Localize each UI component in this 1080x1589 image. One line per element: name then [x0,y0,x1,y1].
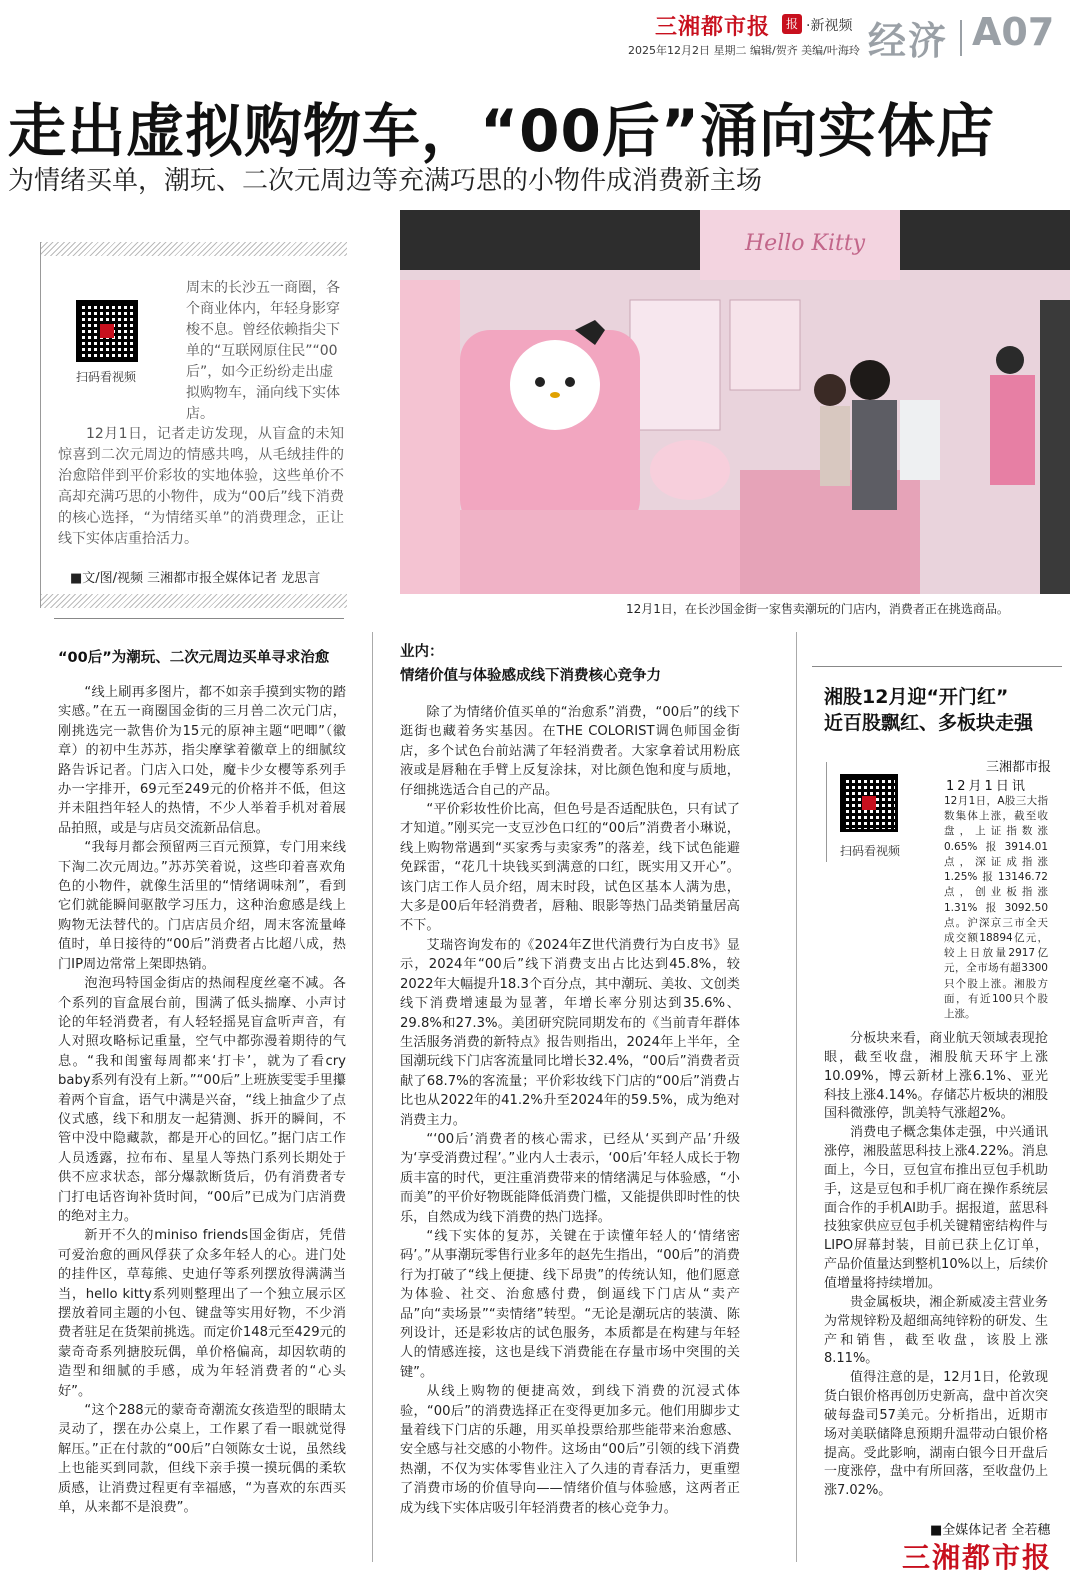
sidebar-headline-line1: 湘股12月迎“开门红” [824,686,1009,708]
masthead-partner: ·新视频 [806,18,853,34]
qr-logo-icon [100,324,114,338]
hello-kitty-sign: Hello Kitty [745,231,866,256]
paragraph: “这个288元的蒙奇奇潮流女孩造型的眼睛太灵动了，摆在办公桌上，工作累了看一眼就觉得解压。”正在付款的“00后”白领陈女士说，虽然线上也能买到同款，但线下亲手摸一摸玩偶的柔软质感，让消费过程更有幸福感，“为喜欢的东西买单，从来都不是浪费”。 [58,1403,346,1516]
photo-illustration [400,210,1070,594]
store-photo [400,210,1070,594]
divider [812,666,1062,667]
sidebar-lead-wrap [944,794,1048,1022]
footer-logo: 三湘都市报 [902,1541,1053,1574]
paragraph: 值得注意的是，12月1日，伦敦现货白银价格再创历史新高，盘中首次突破每盎司57美元。分析指出，近期市场对美联储降息预期升温带动白银价格提高。受此影响，湖南白银今日开盘后一度涨停，盘中有所回落，至收盘仍上涨7.02%。 [824,1370,1048,1499]
column-divider [796,632,797,1562]
qr-logo-icon [862,796,876,810]
section-title: 经济 [868,19,949,63]
subheadline: 为情绪买单，潮玩、二次元周边等充满巧思的小物件成消费新主场 [8,166,763,196]
paragraph: 泡泡玛特国金街店的热闹程度丝毫不减。各个系列的盲盒展台前，围满了低头揣摩、小声讨论的年轻消费者，有人轻轻摇晃盲盒听声音，有人对照攻略标记重量，空气中都弥漫着期待的气息。“我和闺蜜每周都来‘打卡’，就为了看cry baby系列有没有上新。”“00后”上班族雯雯手里攥着两个盲盒，语气中满是兴奋，“线上抽盒少了点仪式感，线下和朋友一起猜测、拆开的瞬间，不管中没中隐藏款，都是开心的回忆。”据门店工作人员透露，拉布布、星星人等热门系列长期处于供不应求状态，部分爆款断货后，仍有消费者专门打电话咨询补货时间，“00后”已成为门店消费的绝对主力。 [58,976,346,1224]
section-divider [960,20,962,56]
paragraph: “线上刷再多图片，都不如亲手摸到实物的踏实感。”在五一商圈国金街的三月兽二次元门店，刚挑选完一款售价为15元的原神主题“吧唧”（徽章）的初中生苏苏，指尖摩挲着徽章上的细腻纹路告诉记者。门店入口处，魔卡少女樱等系列手办一字排开，69元至249元的价格并不低，但这并未阻挡年轻人的热情，不少人举着手机对着展品拍照，或是与店员交流新品信息。 [58,685,346,836]
col2-heading: 情绪价值与体验感成线下消费核心竞争力 [400,668,661,684]
intro-body: 12月1日，记者走访发现，从盲盒的未知惊喜到二次元周边的情感共鸣，从毛绒挂件的治愈陪伴到平价彩妆的实地体验，这些单价不高却充满巧思的小物件，成为“00后”线下消费的核心选择，“为情绪买单”的消费理念，正让线下实体店重拾活力。 [58,426,344,547]
paragraph: “线下实体的复苏，关键在于读懂年轻人的‘情绪密码’。”从事潮玩零售行业多年的赵先生指出，“00后”的消费行为打破了“线上便捷、线下昂贵”的传统认知，他们愿意为体验、社交、治愈感付费，倒逼线下门店从“卖产品”向“卖场景”“卖情绪”转型。“无论是潮玩店的装潢、陈列设计，还是彩妆店的试色服务，本质都是在构建与年轻人的情感连接，这也是线下消费能在存量市场中突围的关键”。 [400,1228,740,1380]
headline: 走出虚拟购物车，“00后”涌向实体店 [8,97,995,165]
newspaper-icon: 报 [782,14,802,34]
paragraph: 艾瑞咨询发布的《2024年Z世代消费行为白皮书》显示，2024年“00后”线下消费支出占比达到45.8%，较2022年大幅提升18.3个百分点，其中潮玩、美妆、文创类线下消费增速最为显著，年增长率分别达到35.6%、29.8%和27.3%。美团研究院同期发布的《当前青年群体生活服务消费的新特点》报告则指出，2024年上半年，全国潮玩线下门店客流量同比增长32.4%，“00后”消费者贡献了68.7%的客流量；平价彩妆线下门店的“00后”消费占比也从2022年的41.2%升至2024年的59.5%，成为绝对消费主力。 [400,937,740,1128]
sidebar-byline: ■全媒体记者 全若穗 [930,1523,1051,1538]
column-divider [372,632,373,1562]
paragraph: 新开不久的miniso friends国金街店，凭借可爱治愈的画风俘获了众多年轻人的心。进门处的挂件区，草莓熊、史迪仔等系列摆放得满满当当，hello kitty系列则整理出了一个独立展示区摆放着同主题的小包、键盘等实用好物，不少消费者驻足在货架前挑选。而定价148元至429元的蒙奇奇系列搪胶玩偶，单价格偏高，却因软萌的造型和细腻的手感，成为年轻消费者的“心头好”。 [58,1228,346,1399]
col1-heading: “00后”为潮玩、二次元周边买单寻求治愈 [58,650,330,666]
col2-body [400,703,740,1518]
paragraph: “平价彩妆性价比高，但色号是否适配肤色，只有试了才知道。”刚买完一支豆沙色口红的“00后”消费者小琳说，线上购物常遇到“买家秀与卖家秀”的落差，线下试色能避免踩雷，“花几十块钱买到满意的口红，既实用又开心”。该门店工作人员介绍，周末时段，试色区基本人满为患，大多是00后年轻消费者，唇釉、眼影等热门品类销量居高不下。 [400,802,740,934]
qr-code-icon[interactable] [840,774,898,832]
masthead-logo: 三湘都市报 [655,15,771,40]
photo-caption: 12月1日，在长沙国金街一家售卖潮玩的门店内，消费者正在挑选商品。 [626,602,1009,616]
col2-heading-label: 业内： [400,644,444,660]
intro-lead: 周末的长沙五一商圈，各个商业体内，年轻身影穿梭不息。曾经依赖指尖下单的“互联网原住民”“00后”，如今正纷纷走出虚拟购物车，涌向线下实体店。 [186,280,340,422]
issue-meta: 2025年12月2日 星期二 编辑/贺齐 美编/叶海玲 [628,44,860,57]
sidebar-source: 三湘都市报 [986,760,1052,775]
paragraph: 从线上购物的便捷高效，到线下消费的沉浸式体验，“00后”的消费选择正在变得更加多元。他们用脚步丈量着线下门店的乐趣，用买单投票给那些能带来治愈感、安全感与社交感的小物件。这场由“00后”引领的线下消费热潮，不仅为实体零售业注入了久违的青春活力，更重塑了消费市场的价值导向——情绪价值与体验感，这两者正成为线下实体店吸引年轻消费者的核心竞争力。 [400,1384,740,1516]
paragraph: 除了为情绪价值买单的“治愈系”消费，“00后”的线下逛街也藏着务实基因。在THE COLORIST调色师国金街店，多个试色台前站满了年轻消费者。大家拿着试用粉底液或是唇釉在手臂上反复涂抹，对比颜色饱和度与质地，仔细挑选适合自己的产品。 [400,705,740,798]
paragraph: “‘00后’消费者的核心需求，已经从‘买到产品’升级为‘享受消费过程’。”业内人士表示，‘00后’年轻人成长于物质丰富的时代，更注重消费带来的情绪满足与体验感，“小而美”的平价好物既能降低消费门槛，又能提供即时性的快乐，自然成为线下消费的热门选择。 [400,1131,740,1225]
sidebar-headline-line2: 近百股飘红、多板块走强 [824,712,1034,734]
qr-caption: 扫码看视频 [76,370,137,384]
sidebar-body [824,1030,1048,1501]
sidebar-dateline: 12月1日讯 [946,779,1028,794]
paragraph: “我每月都会预留两三百元预算，专门用来线下淘二次元周边。”苏苏笑着说，这些印着喜欢角色的小物件，就像生活里的“情绪调味剂”，看到它们就能瞬间驱散学习压力，这种治愈感是线上购物无法替代的。门店店员介绍，周末客流量峰值时，单日接待的“00后”消费者占比超八成，热门IP周边常常上架即热销。 [58,840,346,972]
paragraph: 贵金属板块，湘企新威凌主营业务为常规锌粉及超细高纯锌粉的研发、生产和销售，截至收盘，该股上涨8.11%。 [824,1294,1048,1367]
qr-caption: 扫码看视频 [840,844,901,858]
sidebar-lead: 12月1日，A股三大指数集体上涨，截至收盘，上证指数涨0.65%报3914.01点，深证成指涨1.25%报13146.72点，创业板指涨1.31%报3092.50点。沪深京三市全天成交额18894亿元，较上日放量2917亿元，全市场有超3300只个股上涨。湘股方面，有近100只个股上涨。 [944,795,1048,1021]
col1-body [58,683,346,1517]
paragraph: 分板块来看，商业航天领域表现抢眼，截至收盘，湘股航天环宇上涨10.09%，博云新材上涨6.1%、亚光科技上涨4.14%。存储芯片板块的湘股国科微涨停，凯美特气涨超2%。 [824,1031,1048,1122]
divider [54,618,344,619]
paragraph: 消费电子概念集体走强，中兴通讯涨停，湘股蓝思科技上涨4.22%。消息面上，今日，豆包宣布推出豆包手机助手，这是豆包和手机厂商在操作系统层面合作的手机AI助手。据报道，蓝思科技独家供应豆包手机关键精密结构件与LIPO屏幕封装，目前已获上亿订单，产品价值量达到整机10%以上，后续价值增量将持续增加。 [824,1125,1048,1291]
page-number: A07 [972,10,1055,54]
qr-code-icon[interactable] [76,300,138,362]
byline: ■文/图/视频 三湘都市报全媒体记者 龙思言 [70,571,321,586]
sidebar-headline [824,684,1033,736]
